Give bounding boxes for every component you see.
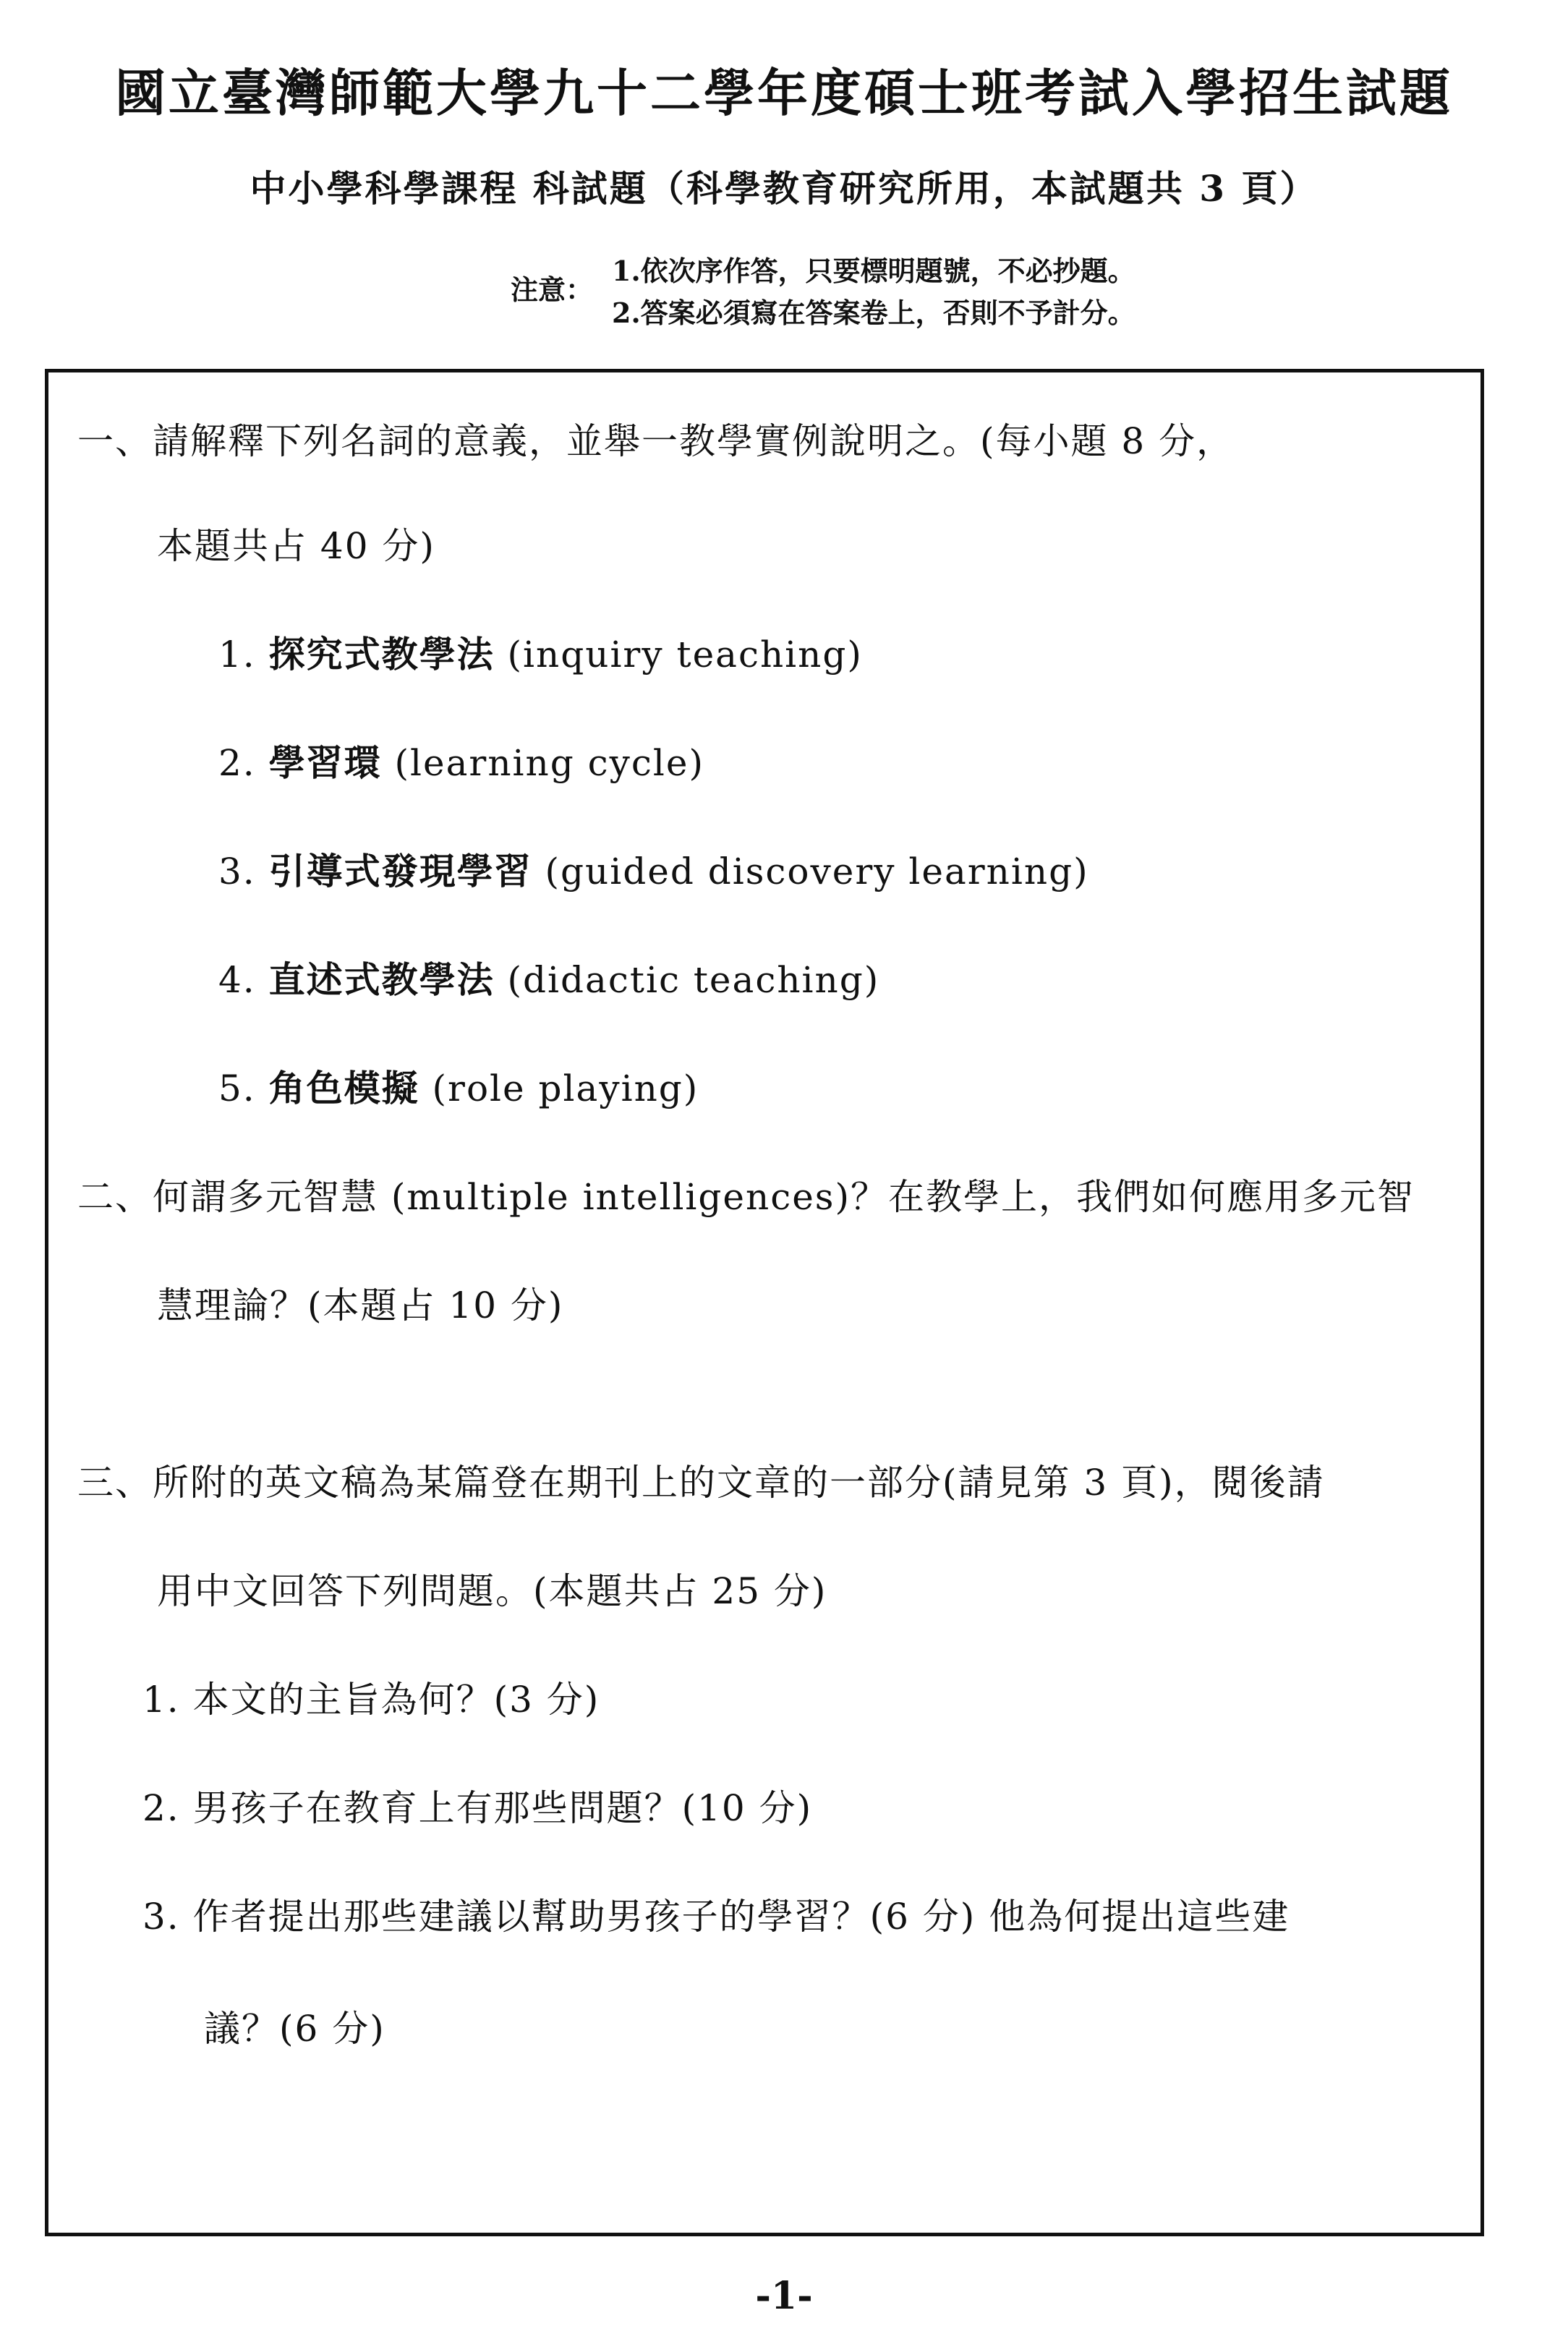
question-3-item-3: 3. 作者提出那些建議以幫助男孩子的學習？(6 分) 他為何提出這些建 — [142, 1896, 1290, 1938]
exam-question-box — [45, 369, 1484, 2236]
question-3-line-2: 用中文回答下列問題。(本題共占 25 分) — [157, 1570, 827, 1612]
question-2-line-1: 二、何謂多元智慧 (multiple intelligences)？在教學上，我們如何應用多元智 — [77, 1176, 1415, 1218]
item-number: 5. — [218, 1068, 256, 1109]
term-english: (inquiry teaching) — [507, 634, 863, 676]
question-3-item-1: 1. 本文的主旨為何？(3 分) — [142, 1679, 600, 1721]
notes-label: 注意： — [511, 273, 594, 306]
question-3-item-3-continued: 議？(6 分) — [204, 2008, 385, 2050]
item-number: 4. — [218, 959, 256, 1001]
item-number: 3. — [218, 851, 256, 892]
item-number: 1. — [218, 634, 256, 676]
term-english: (guided discovery learning) — [545, 851, 1089, 892]
note-item-1: 1.依次序作答，只要標明題號，不必抄題。 — [612, 255, 1135, 287]
question-2-line-2: 慧理論？(本題占 10 分) — [157, 1284, 564, 1326]
question-1-item-5 — [218, 1063, 699, 1114]
term-chinese: 直述式教學法 — [268, 958, 495, 1001]
page-number: -1- — [755, 2274, 813, 2318]
term-chinese: 引導式發現學習 — [268, 850, 532, 892]
term-chinese: 學習環 — [268, 741, 382, 784]
question-1-item-3 — [218, 846, 1089, 897]
question-1-line-1: 一、請解釋下列名詞的意義，並舉一教學實例說明之。(每小題 8 分， — [77, 420, 1235, 462]
question-1-item-4 — [218, 955, 879, 1005]
note-item-2: 2.答案必須寫在答案卷上，否則不予計分。 — [612, 297, 1135, 329]
question-1-item-2 — [218, 738, 704, 788]
question-3-line-1: 三、所附的英文稿為某篇登在期刊上的文章的一部分(請見第 3 頁)，閱後請 — [77, 1462, 1325, 1504]
question-1-line-2: 本題共占 40 分) — [157, 525, 435, 567]
term-english: (didactic teaching) — [507, 959, 880, 1001]
question-3-item-2: 2. 男孩子在教育上有那些問題？(10 分) — [142, 1787, 813, 1829]
page-title: 國立臺灣師範大學九十二學年度碩士班考試入學招生試題 — [115, 63, 1453, 123]
notes-list — [612, 250, 1135, 334]
term-chinese: 角色模擬 — [268, 1067, 419, 1109]
term-chinese: 探究式教學法 — [268, 633, 495, 676]
term-english: (learning cycle) — [394, 742, 704, 784]
exam-subtitle: 中小學科學課程 科試題（科學教育研究所用，本試題共 3 頁） — [250, 167, 1318, 210]
question-1-item-1 — [218, 629, 863, 680]
notes-block — [511, 250, 1451, 337]
term-english: (role playing) — [432, 1068, 699, 1109]
item-number: 2. — [218, 742, 256, 784]
